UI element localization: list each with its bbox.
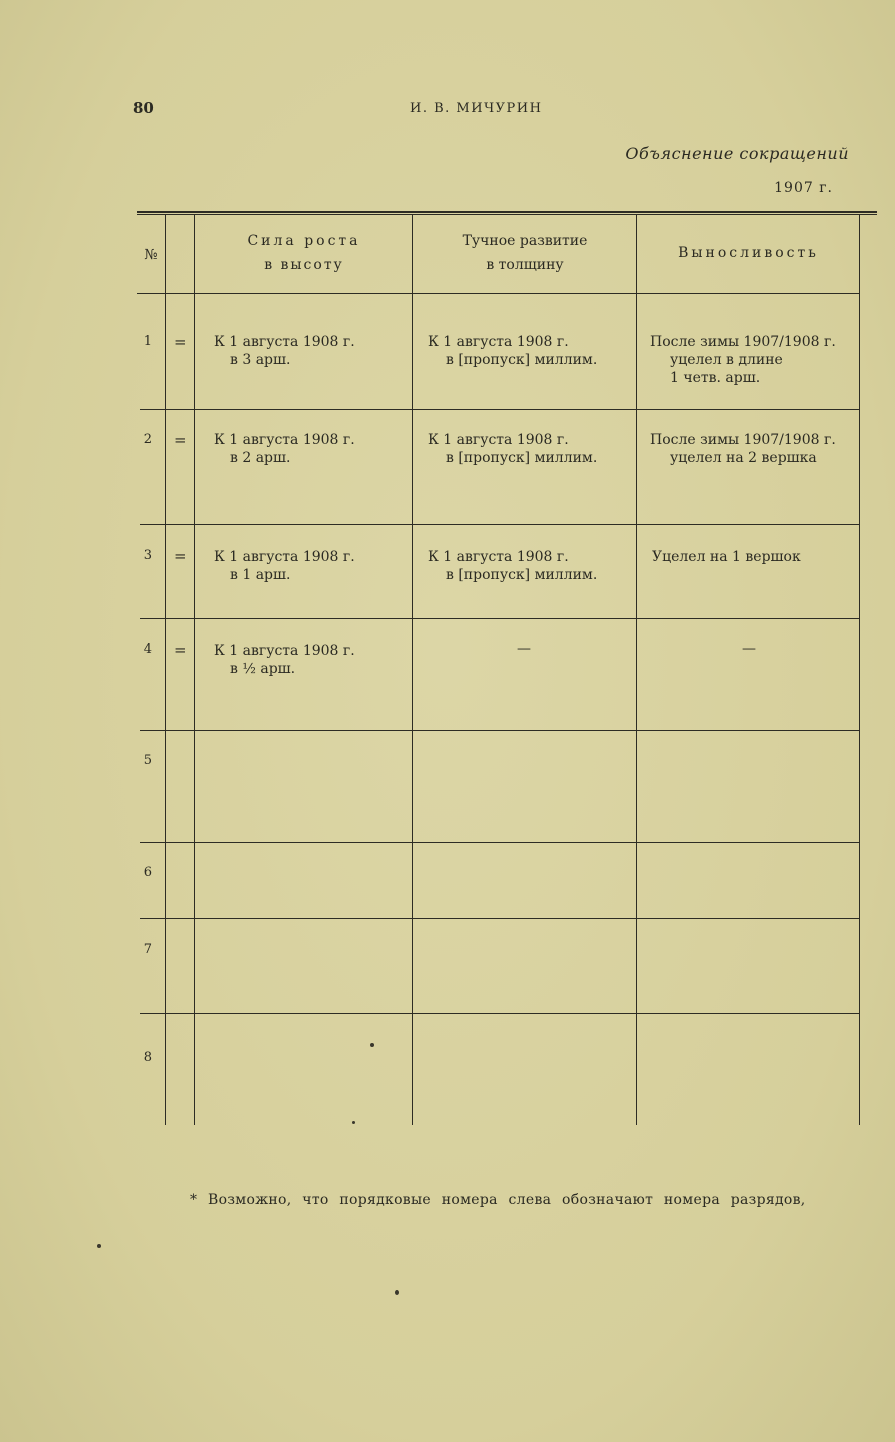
row-mark: =: [174, 431, 187, 449]
row-mark: =: [174, 547, 187, 565]
row-mark: =: [174, 333, 187, 351]
thickness-cell: [428, 333, 597, 369]
table-top-rule: [137, 211, 877, 213]
row-number: 8: [143, 1050, 152, 1065]
table-header-rule: [137, 293, 859, 294]
row-rule: [140, 1013, 859, 1014]
running-head: И. В. МИЧУРИН: [410, 101, 543, 116]
row-rule: [140, 618, 859, 619]
hardiness-line: уцелел на 2 вершка: [670, 450, 817, 466]
ink-speck: [352, 1121, 355, 1124]
height-line: К 1 августа 1908 г.: [214, 549, 355, 565]
row-number: 4: [143, 642, 152, 657]
row-mark: =: [174, 641, 187, 659]
hardiness-cell: [650, 431, 836, 467]
col-header-number: №: [144, 247, 158, 263]
thickness-cell: [428, 431, 597, 467]
thickness-line: в [пропуск] миллим.: [446, 352, 598, 368]
height-cell: [214, 548, 355, 584]
row-number: 5: [143, 753, 152, 768]
thickness-line: К 1 августа 1908 г.: [428, 549, 569, 565]
col-divider-4: [636, 215, 637, 1125]
hardiness-cell: [650, 333, 836, 387]
row-number: 3: [143, 548, 152, 563]
hardiness-line: уцелел в длине: [670, 352, 783, 368]
col-header-thickness: [414, 229, 636, 277]
row-number: 2: [143, 432, 152, 447]
height-cell: [214, 333, 355, 369]
hardiness-line: После зимы 1907/1908 г.: [650, 334, 836, 350]
thickness-cell: —: [517, 641, 531, 657]
col-header-hardiness: Выносливость: [678, 245, 819, 261]
row-rule: [140, 524, 859, 525]
height-line: в ½ арш.: [230, 661, 296, 677]
page-number: 80: [133, 99, 154, 117]
height-line: К 1 августа 1908 г.: [214, 432, 355, 448]
row-number: 1: [143, 334, 152, 349]
col-divider-2: [194, 215, 195, 1125]
col-header-height-line1: Сила роста: [247, 233, 361, 249]
thickness-line: в [пропуск] миллим.: [446, 567, 598, 583]
ink-speck: [370, 1043, 374, 1047]
table-caption: Объяснение сокращений: [625, 144, 849, 163]
thickness-line: в [пропуск] миллим.: [446, 450, 598, 466]
ink-speck: [395, 1290, 399, 1295]
col-header-height: [196, 229, 412, 277]
height-line: в 3 арш.: [230, 352, 291, 368]
thickness-line: К 1 августа 1908 г.: [428, 334, 569, 350]
hardiness-cell: —: [742, 641, 756, 657]
col-divider-5: [859, 215, 860, 1125]
col-header-thickness-line1: Тучное развитие: [462, 233, 588, 249]
height-line: К 1 августа 1908 г.: [214, 334, 355, 350]
ink-speck: [97, 1244, 101, 1248]
row-rule: [140, 730, 859, 731]
table-year: 1907 г.: [774, 180, 833, 196]
table-top-rule-2: [137, 214, 877, 215]
thickness-cell: [428, 548, 597, 584]
thickness-line: К 1 августа 1908 г.: [428, 432, 569, 448]
height-line: в 1 арш.: [230, 567, 291, 583]
row-rule: [140, 842, 859, 843]
hardiness-line: 1 четв. арш.: [670, 370, 761, 386]
col-header-height-line2: в высоту: [264, 257, 344, 273]
hardiness-line: После зимы 1907/1908 г.: [650, 432, 836, 448]
height-line: в 2 арш.: [230, 450, 291, 466]
height-line: К 1 августа 1908 г.: [214, 643, 355, 659]
height-cell: [214, 431, 355, 467]
hardiness-line: Уцелел на 1 вершок: [652, 549, 801, 565]
footnote: * Возможно, что порядковые номера слева обозначают номера разрядов,: [190, 1192, 806, 1208]
col-divider-1: [165, 215, 166, 1125]
row-rule: [140, 409, 859, 410]
hardiness-cell: [652, 548, 801, 566]
col-divider-3: [412, 215, 413, 1125]
height-cell: [214, 642, 355, 678]
col-header-thickness-line2: в толщину: [486, 257, 564, 273]
row-number: 6: [143, 865, 152, 880]
row-number: 7: [143, 942, 152, 957]
row-rule: [140, 918, 859, 919]
